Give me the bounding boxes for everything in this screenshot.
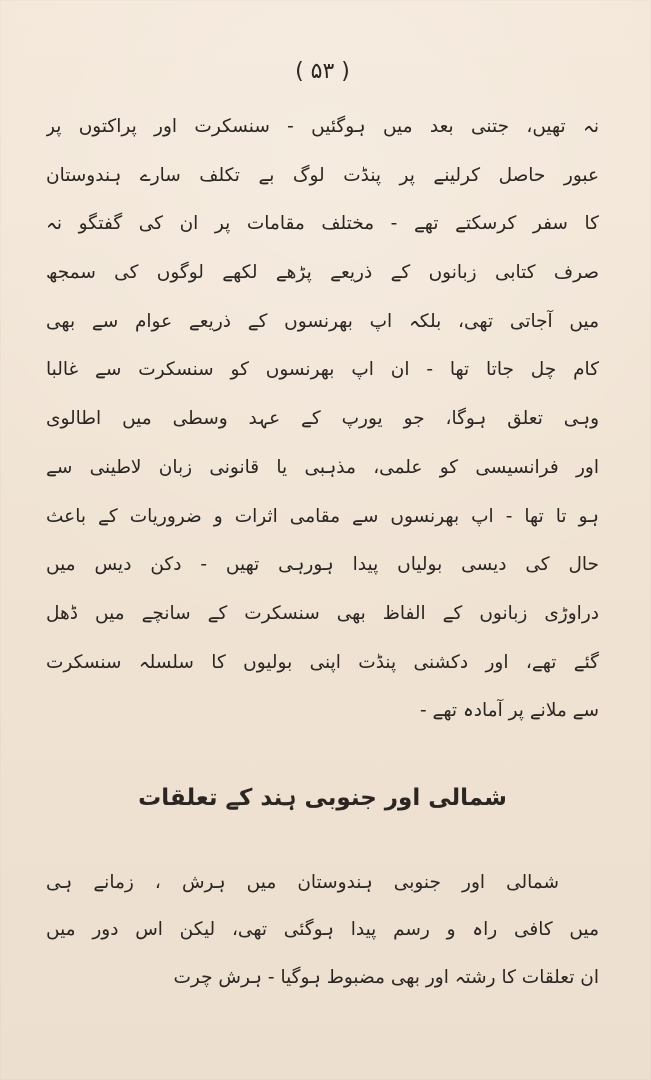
- paragraph-line: دراوڑی زبانوں کے الفاظ بھی سنسکرت کے سانچے میں ڈھل: [46, 602, 599, 624]
- section-line: میں کافی راہ و رسم پیدا ہوگئی تھی، لیکن اس دور میں: [46, 919, 599, 941]
- paragraph-line: نہ تھیں، جتنی بعد میں ہوگئیں - سنسکرت اور پراکتوں پر: [46, 116, 599, 137]
- paragraph-line: سے ملانے پر آمادہ تھے -: [420, 700, 599, 722]
- paragraph-line: میں آجاتی تھی، بلکہ اپ بھرنسوں کے ذریعے عوام سے بھی: [46, 310, 599, 332]
- section-line: شمالی اور جنوبی ہندوستان میں ہرش ، زمانے ہی: [46, 871, 559, 893]
- paragraph-line: عبور حاصل کرلینے پر پنڈت لوگ بے تکلف سارے ہندوستان: [46, 164, 599, 186]
- paragraph-line: کا سفر کرسکتے تھے - مختلف مقامات پر ان کی گفتگو نہ: [46, 213, 599, 235]
- paragraph-line: گئے تھے، اور دکشنی پنڈت اپنی بولیوں کا سلسلہ سنسکرت: [46, 651, 599, 673]
- paragraph-line: ہو تا تھا - اپ بھرنسوں سے مقامی اثرات و ضروریات کے باعث: [46, 505, 599, 527]
- paragraph-line: حال کی دیسی بولیاں پیدا ہورہی تھیں - دکن دیس میں: [46, 554, 599, 576]
- paragraph-line: اور فرانسیسی کو علمی، مذہبی یا قانونی زبان لاطینی سے: [46, 456, 599, 478]
- body-paragraph: [46, 103, 599, 736]
- paragraph-line: کام چل جاتا تھا - ان اپ بھرنسوں کو سنسکرت سے غالبا: [46, 359, 599, 381]
- section-line: ان تعلقات کا رشتہ اور بھی مضبوط ہوگیا - ہرش چرت: [173, 966, 599, 988]
- page-number: ( ۵۳ ): [295, 59, 350, 84]
- paragraph-line: صرف کتابی زبانوں کے ذریعے پڑھے لکھے لوگوں کی سمجھ: [46, 262, 599, 284]
- section-heading: شمالی اور جنوبی ہند کے تعلقات: [138, 784, 507, 811]
- section-paragraph: [46, 859, 599, 1002]
- paragraph-line: وہی تعلق ہوگا، جو یورپ کے عہد وسطی میں اطالوی: [46, 408, 599, 430]
